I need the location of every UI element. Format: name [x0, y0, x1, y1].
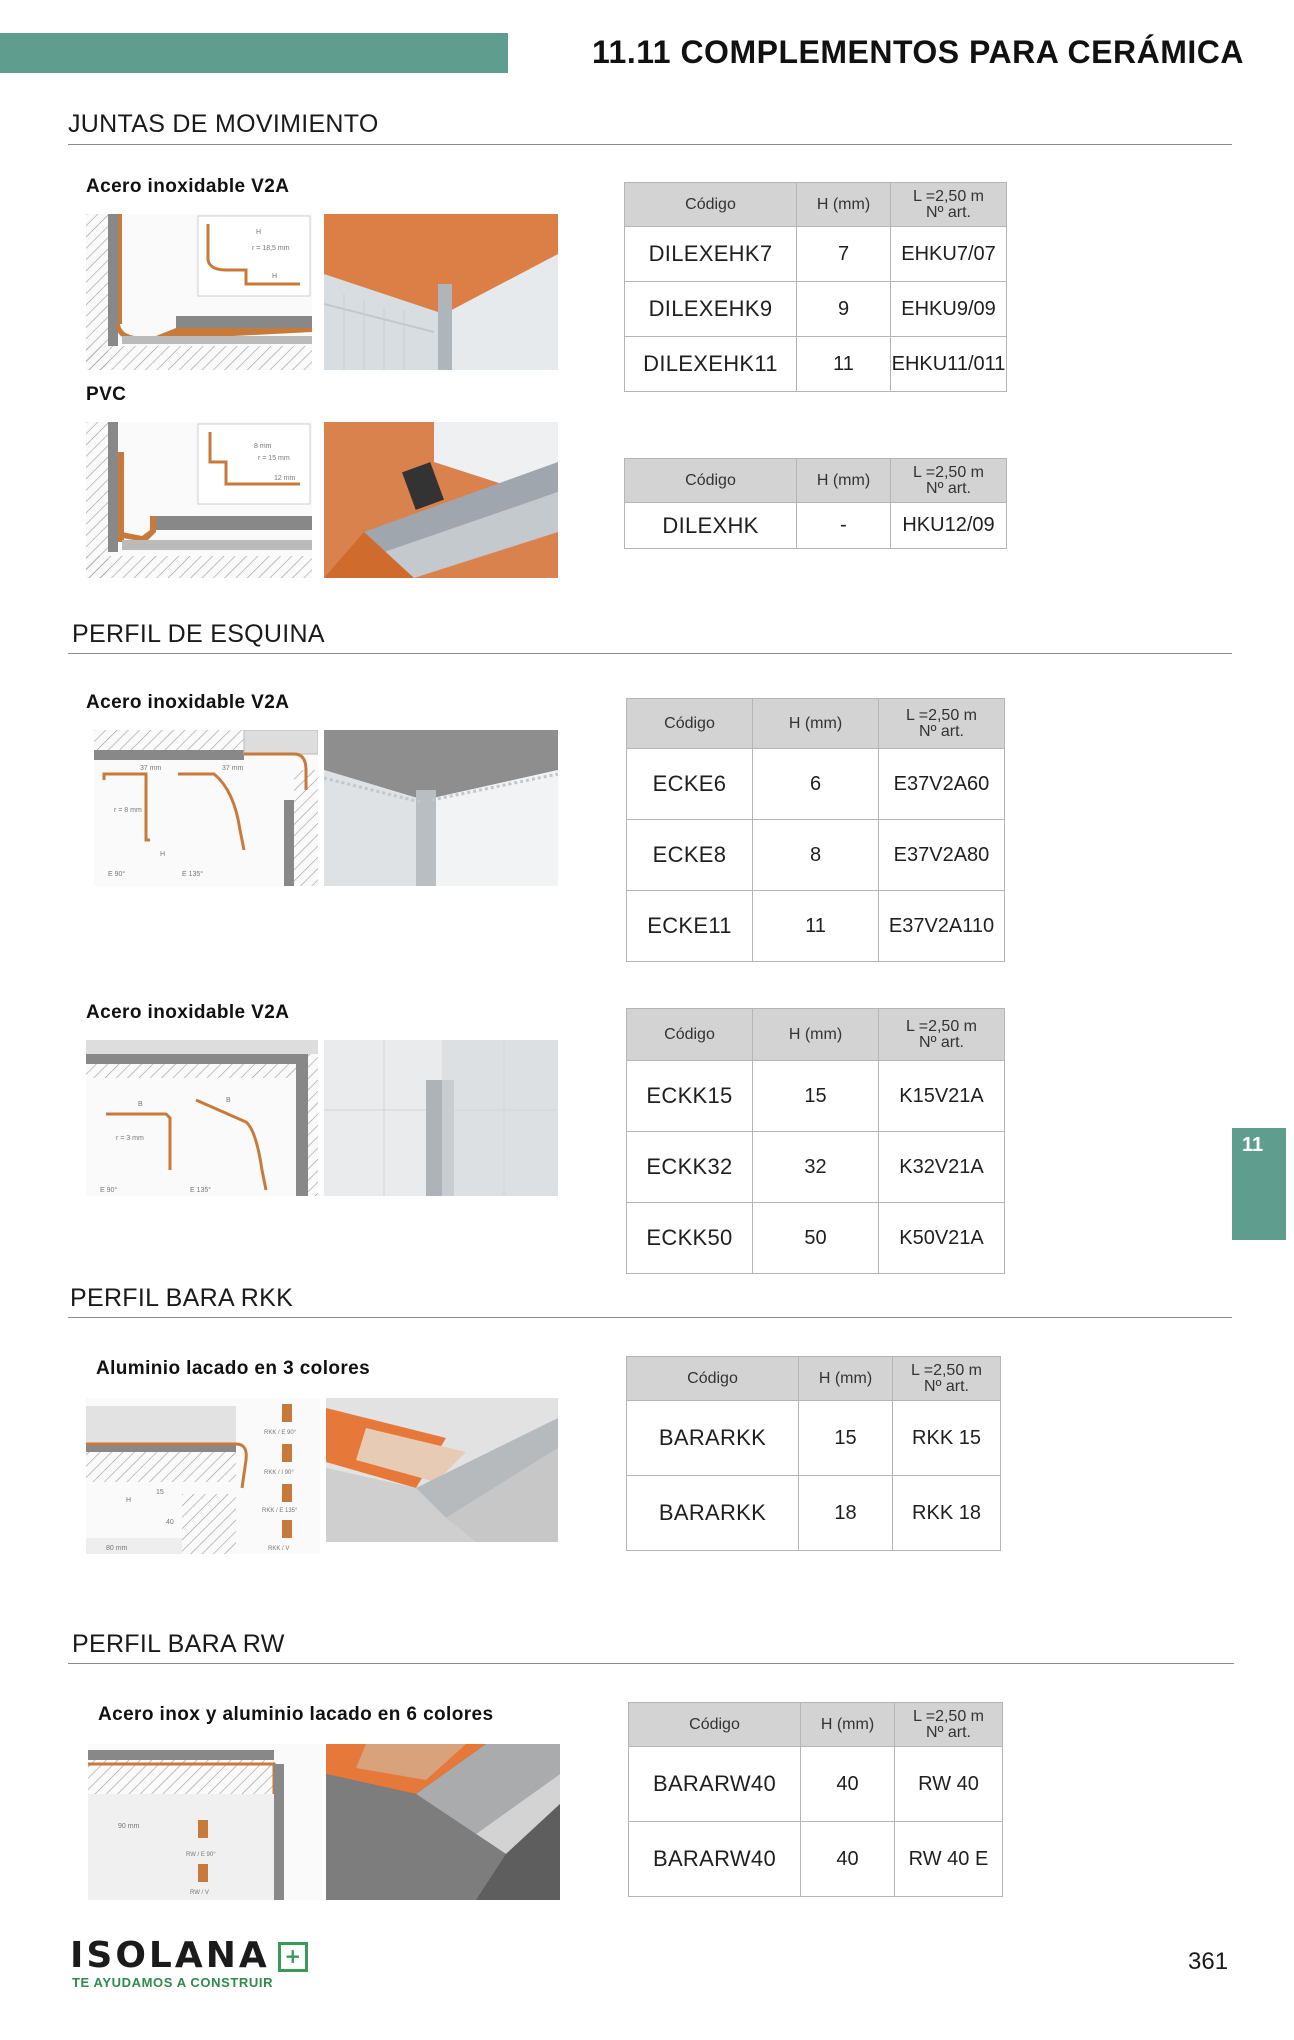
table-row: [625, 282, 1007, 337]
subsection-label: Acero inoxidable V2A: [86, 176, 290, 197]
cell-code: ECKE6: [627, 749, 753, 820]
dim-label: H: [272, 273, 278, 280]
cell-h: 11: [753, 891, 879, 962]
cell-code: ECKE8: [627, 820, 753, 891]
technical-drawing-rw: [88, 1744, 322, 1900]
dim-label: 80 mm: [106, 1545, 128, 1552]
table-row: [625, 227, 1007, 282]
cell-code: DILEXEHK9: [625, 282, 797, 337]
spec-table-rw: [628, 1702, 1003, 1897]
cell-art: EHKU11/011: [891, 337, 1007, 392]
section-title-rkk: PERFIL BARA RKK: [70, 1284, 294, 1312]
dim-label: H: [256, 229, 262, 236]
cell-art: K32V21A: [879, 1132, 1005, 1203]
section-divider: [68, 653, 1232, 654]
technical-drawing-esquina-2: [86, 1040, 318, 1196]
col-header-art: L =2,50 m Nº art.: [879, 699, 1005, 749]
table-row: [627, 1061, 1005, 1132]
cell-h: 11: [797, 337, 891, 392]
cell-code: DILEXEHK7: [625, 227, 797, 282]
cell-art: E37V2A110: [879, 891, 1005, 962]
cell-code: ECKK32: [627, 1132, 753, 1203]
dim-label: E 90°: [100, 1187, 118, 1194]
dim-label: RKK / I 90°: [264, 1470, 294, 1476]
table-row: [627, 1203, 1005, 1274]
product-photo-esquina-2: [324, 1040, 558, 1196]
logo-mark-icon: +: [278, 1942, 308, 1972]
cell-h: 50: [753, 1203, 879, 1274]
cell-art: E37V2A60: [879, 749, 1005, 820]
technical-drawing-juntas-v2a: [86, 214, 312, 370]
col-header-h: H (mm): [801, 1703, 895, 1747]
col-header-code: Código: [627, 699, 753, 749]
dim-label: RW / V: [190, 1890, 209, 1896]
dim-label: r = 8 mm: [114, 807, 142, 814]
dim-label: RKK / E 135°: [262, 1508, 298, 1514]
chapter-tab-number: 11: [1242, 1134, 1264, 1156]
subsection-label: PVC: [86, 384, 127, 405]
section-title-juntas: JUNTAS DE MOVIMIENTO: [68, 110, 379, 138]
spec-table-esquina-1: [626, 698, 1005, 962]
subsection-label: Acero inox y aluminio lacado en 6 colores: [98, 1704, 494, 1725]
table-row: [627, 1476, 1001, 1551]
section-divider: [68, 144, 1232, 145]
cell-art: RW 40: [895, 1747, 1003, 1822]
col-header-art: L =2,50 m Nº art.: [895, 1703, 1003, 1747]
product-photo-esquina-1: [324, 730, 558, 886]
dim-label: RKK / E 90°: [264, 1430, 297, 1436]
dim-label: RW / E 90°: [186, 1852, 216, 1858]
dim-label: 90 mm: [118, 1823, 140, 1830]
dim-label: 37 mm: [140, 765, 162, 772]
section-divider: [68, 1663, 1234, 1664]
cell-art: EHKU7/07: [891, 227, 1007, 282]
cell-h: 32: [753, 1132, 879, 1203]
dim-label: E 90°: [108, 871, 126, 878]
spec-table-esquina-2: [626, 1008, 1005, 1274]
spec-table-rkk: [626, 1356, 1001, 1551]
col-header-code: Código: [625, 459, 797, 503]
table-row: [627, 1401, 1001, 1476]
dim-label: H: [126, 1497, 132, 1504]
table-row: [627, 820, 1005, 891]
dim-label: r = 3 mm: [116, 1135, 144, 1142]
cell-code: ECKE11: [627, 891, 753, 962]
cell-art: E37V2A80: [879, 820, 1005, 891]
dim-label: 15: [156, 1489, 164, 1496]
page-title: 11.11 COMPLEMENTOS PARA CERÁMICA: [592, 34, 1244, 70]
section-title-rw: PERFIL BARA RW: [72, 1630, 285, 1658]
brand-slogan: TE AYUDAMOS A CONSTRUIR: [72, 1975, 274, 1990]
col-header-code: Código: [629, 1703, 801, 1747]
col-header-art: L =2,50 m Nº art.: [891, 183, 1007, 227]
dim-label: RKK / V: [268, 1546, 290, 1552]
col-header-art: L =2,50 m Nº art.: [879, 1009, 1005, 1061]
col-header-code: Código: [625, 183, 797, 227]
cell-h: 18: [799, 1476, 893, 1551]
col-header-h: H (mm): [797, 183, 891, 227]
cell-h: -: [797, 503, 891, 549]
brand-logo: [70, 1935, 308, 1976]
cell-code: DILEXHK: [625, 503, 797, 549]
cell-art: K15V21A: [879, 1061, 1005, 1132]
table-row: [627, 1132, 1005, 1203]
section-divider: [68, 1317, 1232, 1318]
table-row: [629, 1747, 1003, 1822]
technical-drawing-esquina-1: [94, 730, 318, 886]
cell-art: K50V21A: [879, 1203, 1005, 1274]
col-header-code: Código: [627, 1357, 799, 1401]
col-header-h: H (mm): [753, 1009, 879, 1061]
col-header-art: L =2,50 m Nº art.: [893, 1357, 1001, 1401]
cell-art: RW 40 E: [895, 1822, 1003, 1897]
technical-drawing-rkk: [86, 1398, 320, 1554]
product-photo-rkk: [326, 1398, 558, 1542]
col-header-art: L =2,50 m Nº art.: [891, 459, 1007, 503]
cell-h: 8: [753, 820, 879, 891]
subsection-label: Acero inoxidable V2A: [86, 692, 290, 713]
header-accent-bar: [0, 33, 508, 73]
cell-h: 15: [753, 1061, 879, 1132]
product-photo-juntas-v2a: [324, 214, 558, 370]
logo-text: ISOLANA: [70, 1935, 270, 1976]
cell-code: BARARW40: [629, 1822, 801, 1897]
dim-label: r = 15 mm: [258, 455, 290, 462]
dim-label: 37 mm: [222, 765, 244, 772]
cell-art: RKK 15: [893, 1401, 1001, 1476]
dim-label: H: [160, 851, 166, 858]
cell-code: BARARKK: [627, 1476, 799, 1551]
cell-h: 6: [753, 749, 879, 820]
dim-label: 8 mm: [254, 443, 272, 450]
product-photo-rw: [326, 1744, 560, 1900]
spec-table-juntas-v2a: [624, 182, 1007, 392]
dim-label: 12 mm: [274, 475, 296, 482]
page-number: 361: [1188, 1948, 1229, 1975]
cell-code: ECKK50: [627, 1203, 753, 1274]
cell-art: EHKU9/09: [891, 282, 1007, 337]
cell-h: 40: [801, 1822, 895, 1897]
section-title-esquina: PERFIL DE ESQUINA: [72, 620, 325, 648]
table-row: [625, 503, 1007, 549]
spec-table-juntas-pvc: [624, 458, 1007, 549]
cell-art: HKU12/09: [891, 503, 1007, 549]
dim-label: E 135°: [190, 1187, 212, 1194]
cell-art: RKK 18: [893, 1476, 1001, 1551]
col-header-h: H (mm): [797, 459, 891, 503]
cell-code: BARARKK: [627, 1401, 799, 1476]
table-row: [627, 891, 1005, 962]
dim-label: E 135°: [182, 871, 204, 878]
cell-code: ECKK15: [627, 1061, 753, 1132]
cell-code: DILEXEHK11: [625, 337, 797, 392]
col-header-h: H (mm): [799, 1357, 893, 1401]
dim-label: B: [138, 1101, 143, 1108]
col-header-h: H (mm): [753, 699, 879, 749]
dim-label: r = 18,5 mm: [252, 245, 290, 252]
cell-h: 15: [799, 1401, 893, 1476]
dim-label: 40: [166, 1519, 174, 1526]
technical-drawing-juntas-pvc: [86, 422, 312, 578]
col-header-code: Código: [627, 1009, 753, 1061]
table-row: [629, 1822, 1003, 1897]
cell-code: BARARW40: [629, 1747, 801, 1822]
subsection-label: Aluminio lacado en 3 colores: [96, 1358, 371, 1379]
cell-h: 40: [801, 1747, 895, 1822]
dim-label: B: [226, 1097, 231, 1104]
table-row: [627, 749, 1005, 820]
product-photo-juntas-pvc: [324, 422, 558, 578]
cell-h: 9: [797, 282, 891, 337]
subsection-label: Acero inoxidable V2A: [86, 1002, 290, 1023]
table-row: [625, 337, 1007, 392]
cell-h: 7: [797, 227, 891, 282]
